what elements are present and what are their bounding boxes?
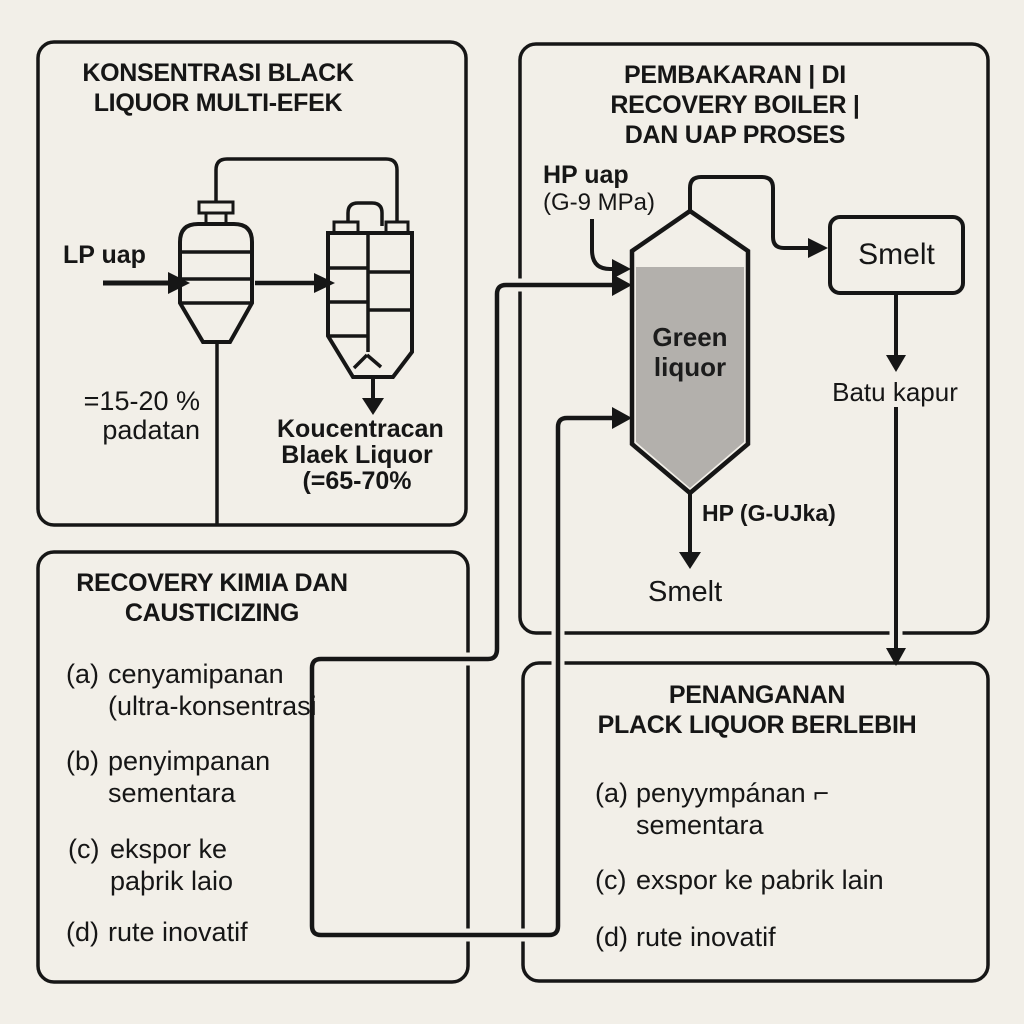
- hp-out-label: HP (G-UJka): [702, 500, 836, 526]
- panel-penanganan-title: [587, 680, 927, 740]
- title-line: LIQUOR MULTI-EFEK: [93, 89, 343, 117]
- hp-uap-label: [543, 162, 655, 216]
- list-item-text: [636, 921, 776, 953]
- item-line: rute inovatif: [108, 917, 248, 947]
- title-line: CAUSTICIZING: [124, 599, 300, 627]
- lp-uap-label: LP uap: [63, 241, 146, 269]
- konsentrat-line2: Blaek Liquor: [281, 441, 433, 469]
- item-line: rute inovatif: [636, 922, 776, 952]
- list-item: [66, 916, 99, 948]
- item-line: ekspor ke: [110, 834, 228, 864]
- item-marker: (c): [595, 865, 627, 895]
- konsentrat-line1: Koucentracan: [277, 415, 444, 443]
- green-liquor-line1: Green: [652, 322, 728, 352]
- title-line: DAN UAP PROSES: [624, 121, 846, 149]
- item-marker: (a): [66, 659, 99, 689]
- konsentrat-label: [277, 415, 444, 495]
- hp-uap-line2: (G-9 MPa): [543, 189, 656, 216]
- padatan-line2: padatan: [102, 415, 200, 445]
- item-marker: (d): [66, 917, 99, 947]
- smelt-out-label: Smelt: [648, 576, 723, 608]
- evaporator-1-flange: [199, 202, 233, 213]
- list-item: [66, 658, 99, 690]
- title-line: KONSENTRASI BLACK: [82, 59, 354, 87]
- item-marker: (a): [595, 778, 628, 808]
- padatan-line1: =15-20 %: [83, 386, 200, 416]
- list-item-text: [636, 777, 829, 841]
- item-line: sementara: [108, 778, 236, 808]
- title-line: PEMBAKARAN | DI: [624, 61, 846, 89]
- item-line: cenyamipanan: [108, 659, 284, 689]
- list-item-text: [108, 745, 270, 809]
- hp-uap-line1: HP uap: [543, 161, 629, 189]
- green-liquor-line2: liquor: [653, 352, 727, 382]
- title-line: PLACK LIQUOR BERLEBIH: [597, 711, 917, 739]
- item-marker: (c): [68, 834, 100, 864]
- item-marker: (b): [66, 746, 99, 776]
- list-item: [68, 833, 99, 865]
- list-item-text: [108, 916, 248, 948]
- padatan-label: [70, 387, 200, 445]
- item-line: penyympánan ⌐: [636, 778, 829, 808]
- item-line: paþrik laio: [110, 866, 234, 896]
- panel-pembakaran-title: [570, 60, 900, 150]
- panel-recovery-kimia-title: [52, 568, 372, 628]
- list-item: [595, 921, 628, 953]
- smelt-box-label: Smelt: [858, 238, 935, 271]
- title-line: RECOVERY BOILER |: [610, 91, 860, 119]
- item-line: penyimpanan: [108, 746, 271, 776]
- item-line: (ultra-konsentrasi: [108, 691, 317, 721]
- green-liquor-label: [640, 322, 740, 382]
- batu-kapur-label: Batu kapur: [832, 377, 958, 407]
- list-item: [66, 745, 99, 777]
- evaporator-1-body: [180, 224, 252, 342]
- title-line: RECOVERY KIMIA DAN: [76, 569, 348, 597]
- konsentrat-line3: (=65-70%: [302, 467, 412, 495]
- list-item: [595, 864, 626, 896]
- panel-konsentrasi-title: [58, 58, 378, 118]
- list-item: [595, 777, 628, 809]
- item-line: exspor ke pabrik lain: [636, 865, 884, 895]
- list-item-text: [636, 864, 884, 896]
- list-item-text: [108, 658, 317, 722]
- list-item-text: [110, 833, 233, 897]
- item-marker: (d): [595, 922, 628, 952]
- title-line: PENANGANAN: [668, 681, 846, 709]
- item-line: sementara: [636, 810, 764, 840]
